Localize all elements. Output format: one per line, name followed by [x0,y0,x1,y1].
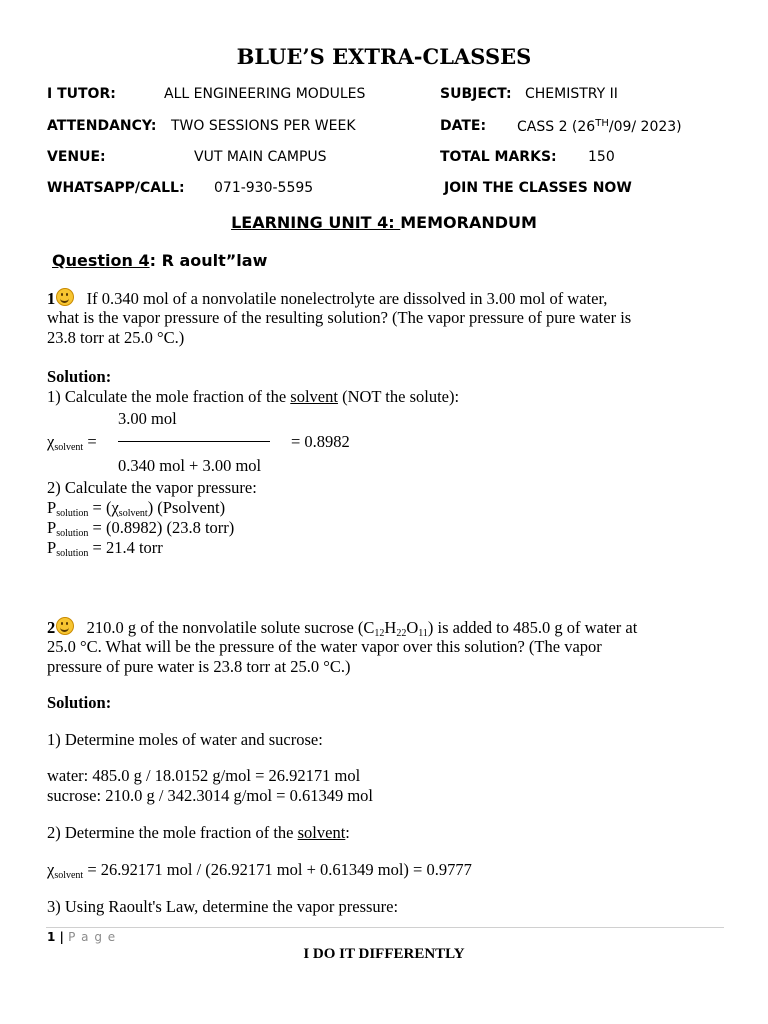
fraction-result: = 0.8982 [291,432,350,451]
join-classes-text: JOIN THE CLASSES NOW [444,180,632,196]
tutor-value: ALL ENGINEERING MODULES [164,86,366,102]
tutor-label: I TUTOR: [47,86,116,102]
attendancy-label: ATTENDANCY: [47,118,157,134]
smiley-icon [56,617,74,635]
q2-sucrose-line: sucrose: 210.0 g / 342.3014 g/mol = 0.61349 mol [47,786,374,805]
q2-step3: 3) Using Raoult's Law, determine the vapor pressure: [47,897,399,916]
venue-value: VUT MAIN CAMPUS [194,149,327,165]
q2-line3: pressure of pure water is 23.8 torr at 25.0 °C.) [47,657,351,676]
q2-solution-label: Solution: [47,693,112,712]
whatsapp-label: WHATSAPP/CALL: [47,180,185,196]
q1-eq1: $P_{solution} = (\chi_{solvent})$ (Psolvent) [47,498,226,519]
date-label: DATE: [440,118,487,134]
fraction-line [118,441,270,442]
footer-motto: I DO IT DIFFERENTLY [303,946,465,962]
q1-solution-label: Solution: [47,367,112,386]
chi-solvent: $\chi_{solvent}$ = [47,432,97,453]
q2-line1: 2 210.0 g of the nonvolatile solute sucrose $(C_{12}H_{22}O_{11})$ is added to 485.0 g of water at [47,618,638,639]
q1-eq3: $P_{solution} = 21.4$ torr [47,538,163,559]
q2-water-line: water: 485.0 g / 18.0152 g/mol = 26.92171 mol [47,766,361,785]
attendancy-value: TWO SESSIONS PER WEEK [171,118,356,134]
whatsapp-value: 071-930-5595 [214,180,314,196]
q1-line3: 23.8 torr at 25.0 °C.) [47,328,185,347]
q1-step2: 2) Calculate the vapor pressure: [47,478,257,497]
total-marks-label: TOTAL MARKS: [440,149,557,165]
fraction-numerator: 3.00 mol [118,409,177,428]
q1-line1: 1 If 0.340 mol of a nonvolatile nonelectrolyte are dissolved in 3.00 mol of water, [47,289,608,308]
date-value: CASS 2 (26TH/09/ 2023) [517,118,682,135]
venue-label: VENUE: [47,149,106,165]
footer-divider [46,927,724,928]
q2-step2: 2) Determine the mole fraction of the solvent: [47,823,350,842]
q2-line2: 25.0 °C. What will be the pressure of the water vapor over this solution? (The vapor [47,637,602,656]
q1-step1: 1) Calculate the mole fraction of the solvent (NOT the solute): [47,387,460,406]
smiley-icon [56,288,74,306]
q2-step1: 1) Determine moles of water and sucrose: [47,730,323,749]
q1-line2: what is the vapor pressure of the resulting solution? (The vapor pressure of pure water is [47,308,632,327]
total-marks-value: 150 [588,149,615,165]
unit-heading: LEARNING UNIT 4: MEMORANDUM [231,213,537,232]
q1-eq2: $P_{solution} = (0.8982)$ (23.8 torr) [47,518,235,539]
question-heading: Question 4: R aoult”law [52,251,268,270]
q1-number: 1 [47,289,56,308]
page-number: 1 | P a g e [47,930,117,944]
document-title: BLUE’S EXTRA-CLASSES [236,44,532,69]
subject-label: SUBJECT: [440,86,512,102]
q2-number: 2 [47,618,56,637]
fraction-denominator: 0.340 mol + 3.00 mol [118,456,262,475]
q2-chi-equation: $\chi_{solvent} = 26.92171$ mol / (26.92171 mol + 0.61349 mol) = 0.9777 [47,860,472,881]
subject-value: CHEMISTRY II [525,86,618,102]
